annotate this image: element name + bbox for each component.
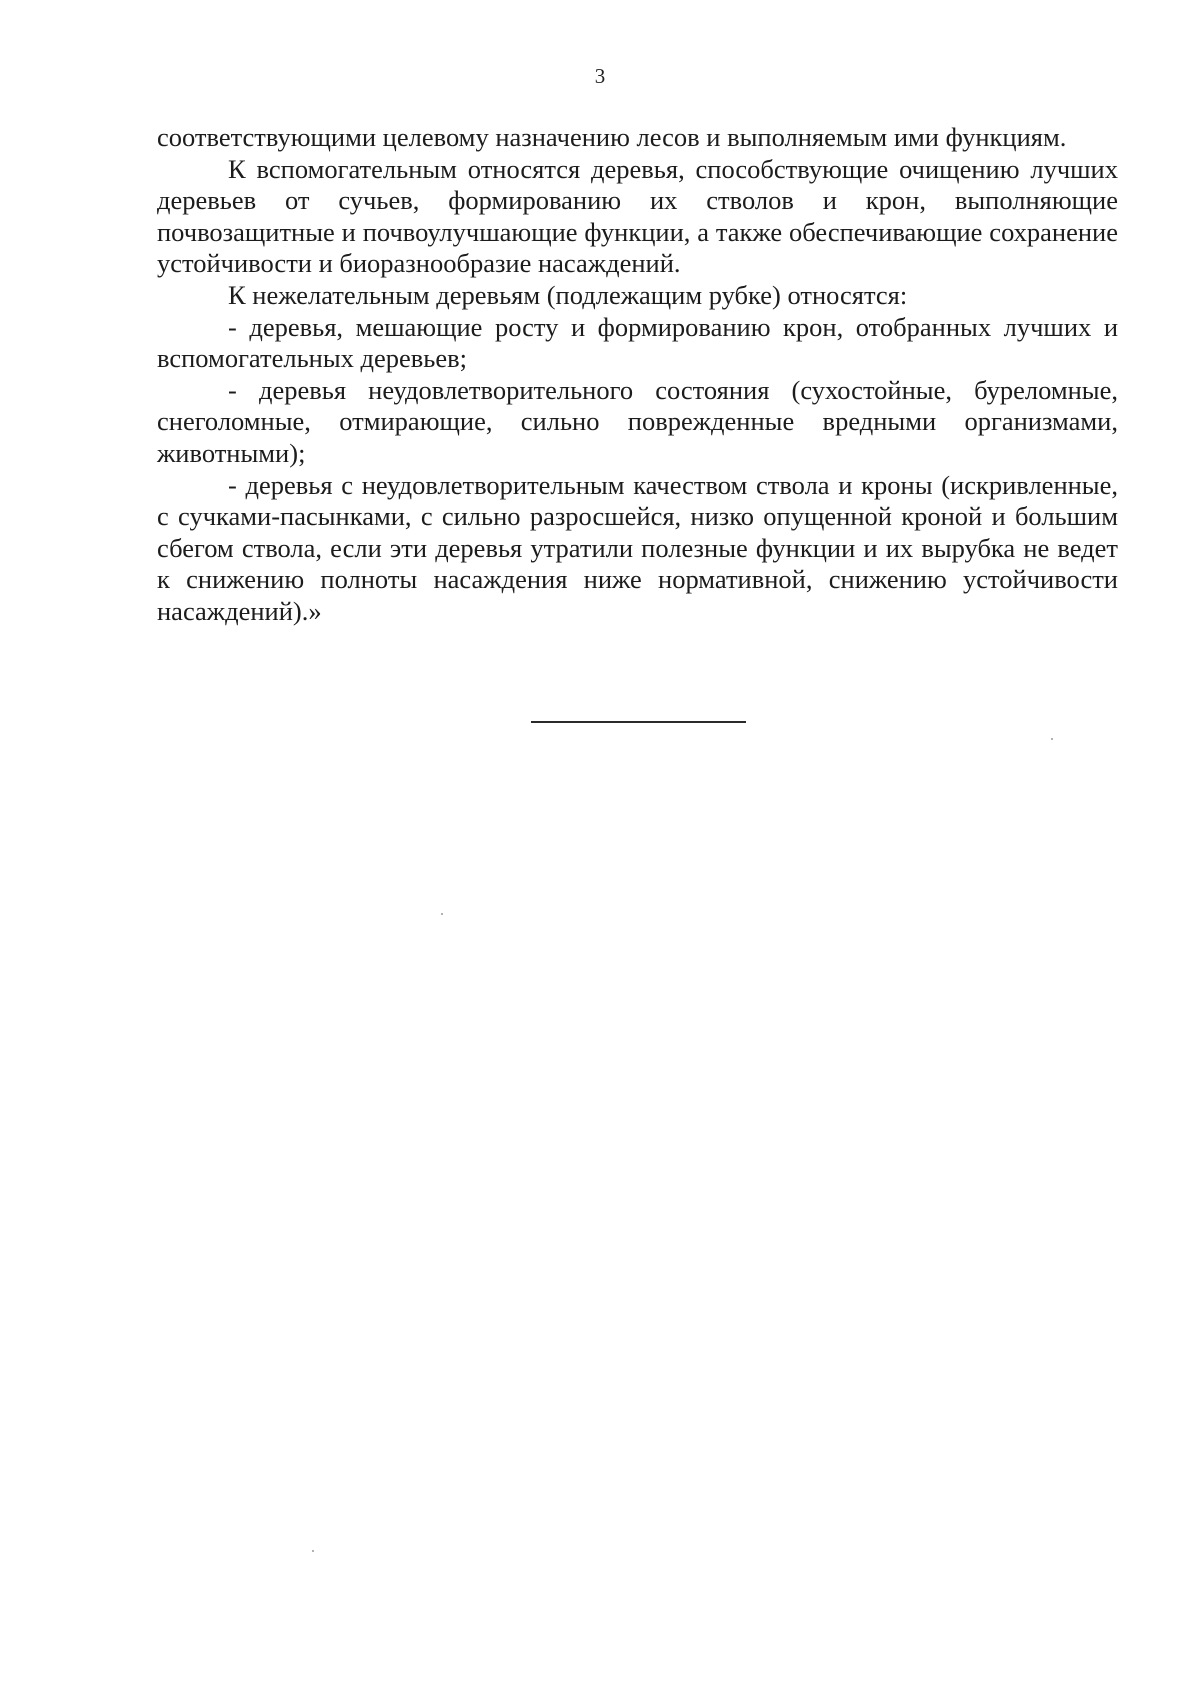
scan-speck xyxy=(1051,738,1053,740)
paragraph-undesirable-trees-heading: К нежелательным деревьям (подлежащим рубке) относятся: xyxy=(228,279,908,310)
scan-speck xyxy=(441,913,443,915)
list-item-hindering-trees: - деревья, мешающие росту и формированию крон, отобранных лучших и вспомогательных деревьев; xyxy=(157,311,1118,374)
document-body xyxy=(157,122,1118,628)
end-divider-line xyxy=(531,721,746,723)
paragraph-auxiliary-trees: К вспомогательным относятся деревья, способствующие очищению лучших деревьев от сучьев, формированию их стволов и крон, выполняющие почвозащитные и почвоулучшающие функции, а также обеспечивающие сохранение устойчивости и биоразнообразие насаждений. xyxy=(157,153,1118,279)
scan-speck xyxy=(312,1550,314,1552)
list-item-unsatisfactory-condition: - деревья неудовлетворительного состояния (сухостойные, буреломные, снеголомные, отмирающие, сильно поврежденные вредными организмами, животными); xyxy=(157,374,1118,468)
list-item-unsatisfactory-quality: - деревья с неудовлетворительным качеством ствола и кроны (искривленные, с сучками-пасынками, с сильно разросшейся, низко опущенной кроной и большим сбегом ствола, если эти деревья утратили полезные функции и их вырубка не ведет к снижению полноты насаждения ниже нормативной, снижению устойчивости насаждений).» xyxy=(157,469,1118,626)
paragraph-continuation: соответствующими целевому назначению лесов и выполняемым ими функциям. xyxy=(157,122,1067,152)
page-number: 3 xyxy=(594,64,606,88)
